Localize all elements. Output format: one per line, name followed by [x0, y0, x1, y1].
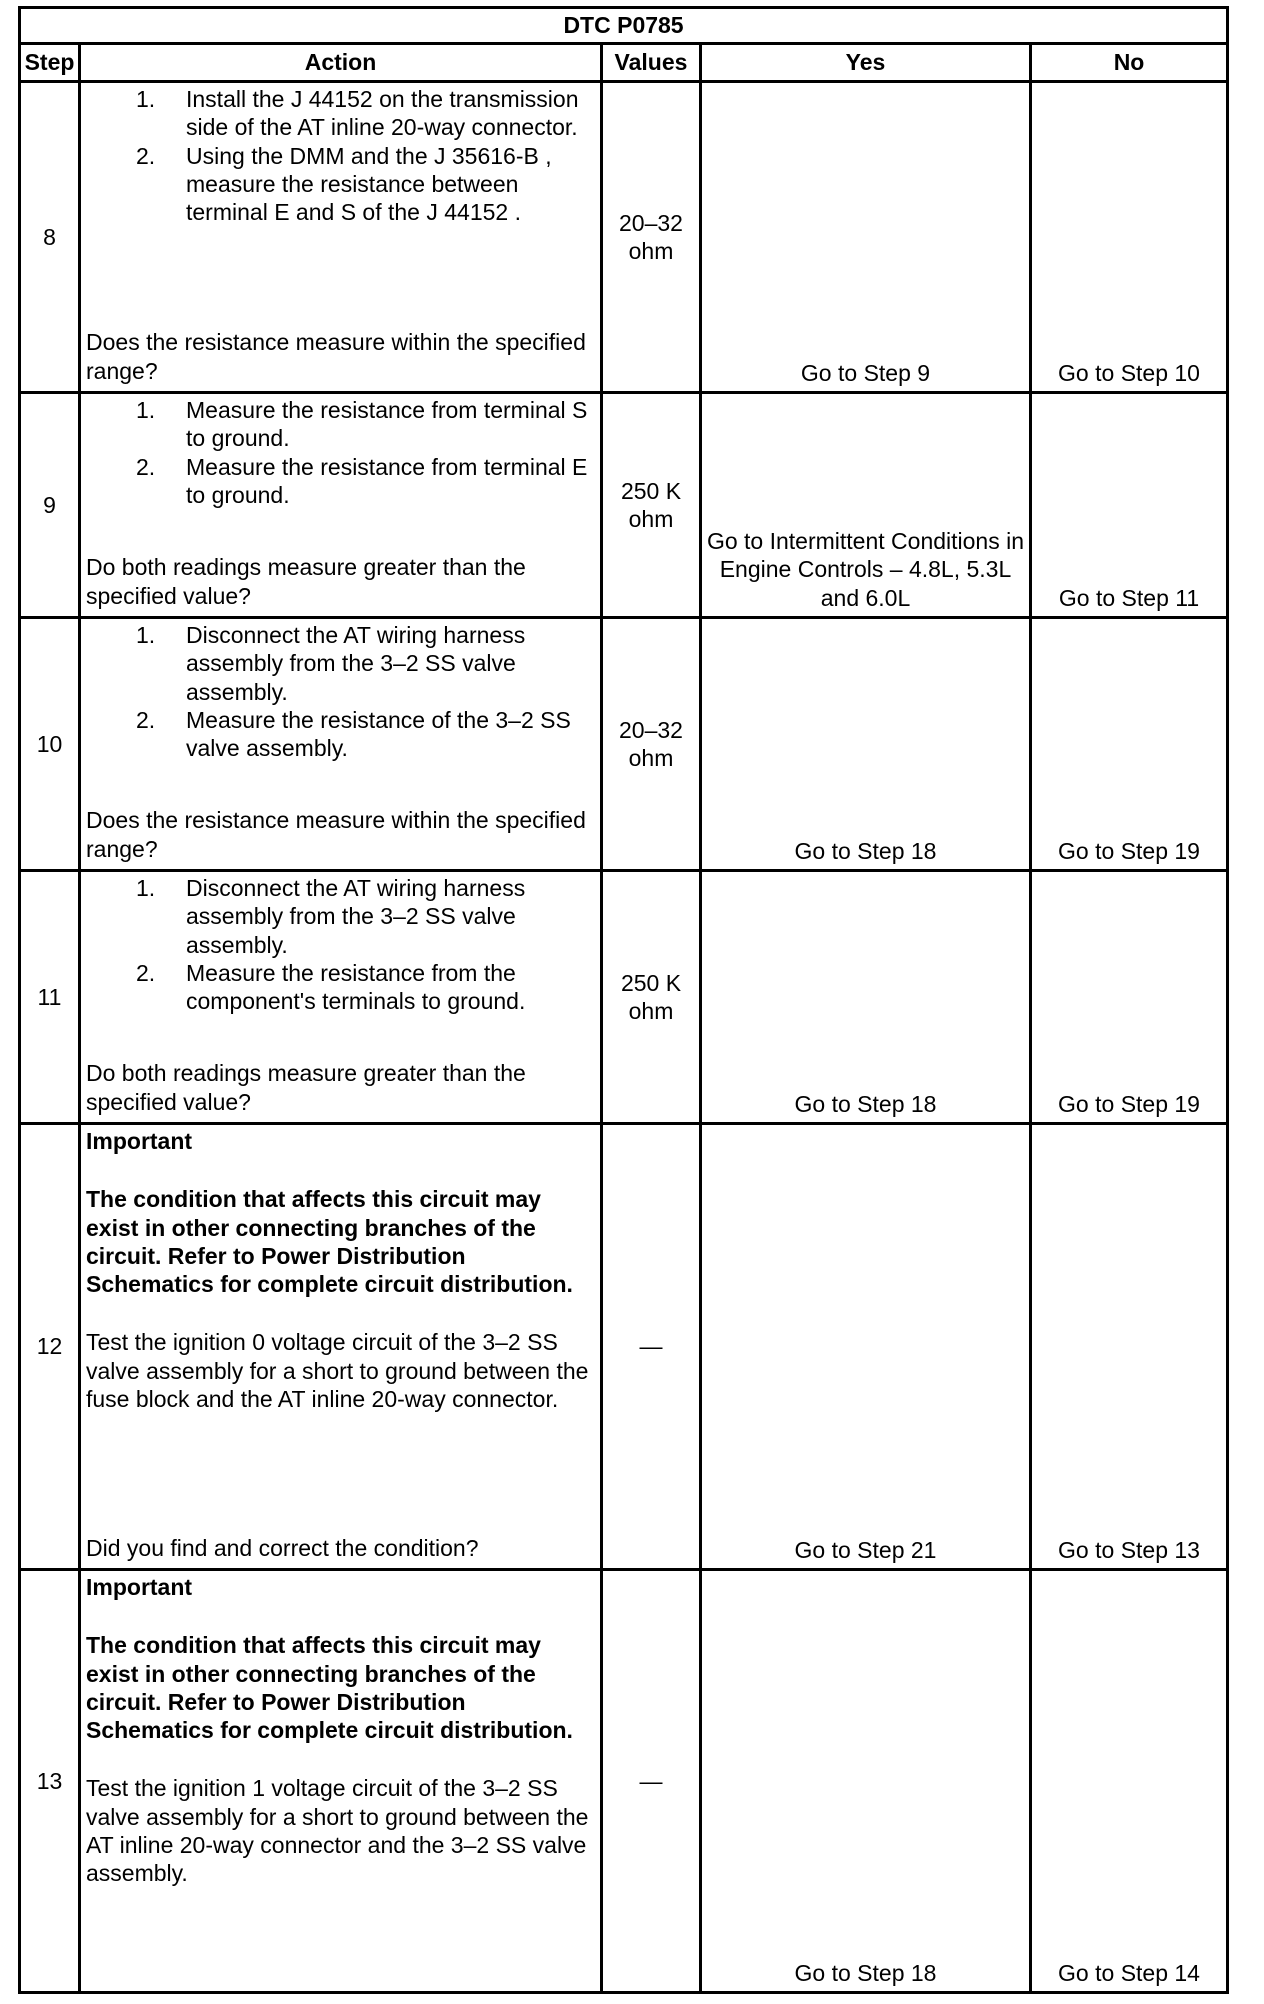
- action-cell: [80, 1570, 602, 1993]
- header-yes: Yes: [701, 44, 1031, 82]
- action-steps: [86, 85, 594, 226]
- no-cell: Go to Step 10: [1031, 82, 1228, 393]
- important-title: Important: [86, 1128, 193, 1154]
- step-number: 8: [20, 82, 80, 393]
- test-instruction: Test the ignition 1 voltage circuit of the 3–2 SS valve assembly for a short to ground between the AT inline 20-way connector and the 3–2 SS valve assembly.: [86, 1775, 589, 1887]
- table-row: [20, 393, 1228, 618]
- table-title: DTC P0785: [20, 8, 1228, 44]
- header-values: Values: [602, 44, 701, 82]
- action-cell: [80, 871, 602, 1124]
- table-row: [20, 871, 1228, 1124]
- yes-cell: Go to Intermittent Conditions in Engine Controls – 4.8L, 5.3L and 6.0L: [701, 393, 1031, 618]
- question-text: Do both readings measure greater than the specified value?: [86, 554, 526, 609]
- no-cell: Go to Step 11: [1031, 393, 1228, 618]
- important-title: Important: [86, 1574, 193, 1600]
- action-cell: [80, 393, 602, 618]
- header-no: No: [1031, 44, 1228, 82]
- list-item: 2. Measure the resistance from the component's terminals to ground.: [136, 959, 526, 1015]
- step-number: 12: [20, 1124, 80, 1570]
- yes-cell: Go to Step 9: [701, 82, 1031, 393]
- diagnostic-table: [18, 6, 1229, 1994]
- values-cell: —: [602, 1124, 701, 1570]
- table-row: [20, 1124, 1228, 1570]
- list-item: 2. Measure the resistance from terminal E to ground.: [136, 453, 588, 508]
- important-text: The condition that affects this circuit may exist in other connecting branches of the circuit. Refer to Power Distribution Schematics for complete circuit distribution.: [86, 1632, 573, 1744]
- list-item: 1. Disconnect the AT wiring harness assembly from the 3–2 SS valve assembly.: [136, 622, 526, 705]
- table-row: [20, 1570, 1228, 1993]
- table-row: [20, 82, 1228, 393]
- no-cell: Go to Step 19: [1031, 618, 1228, 871]
- list-item: 1. Disconnect the AT wiring harness assembly from the 3–2 SS valve assembly.: [136, 875, 526, 958]
- yes-cell: Go to Step 18: [701, 871, 1031, 1124]
- important-text: The condition that affects this circuit may exist in other connecting branches of the circuit. Refer to Power Distribution Schematics for complete circuit distribution.: [86, 1186, 573, 1298]
- list-item: 2. Using the DMM and the J 35616-B , measure the resistance between terminal E and S of the J 44152 .: [136, 142, 552, 226]
- action-steps: [86, 874, 594, 1015]
- step-number: 10: [20, 618, 80, 871]
- no-cell: Go to Step 14: [1031, 1570, 1228, 1993]
- action-steps: [86, 621, 594, 762]
- header-step: Step: [20, 44, 80, 82]
- question-text: Does the resistance measure within the specified range?: [86, 329, 586, 384]
- values-cell: —: [602, 1570, 701, 1993]
- list-item: 1. Measure the resistance from terminal S to ground.: [136, 397, 588, 452]
- yes-cell: Go to Step 18: [701, 618, 1031, 871]
- test-instruction: Test the ignition 0 voltage circuit of the 3–2 SS valve assembly for a short to ground between the fuse block and the AT inline 20-way connector.: [86, 1329, 589, 1412]
- action-steps: [86, 396, 594, 509]
- no-cell: Go to Step 13: [1031, 1124, 1228, 1570]
- values-cell: 20–32 ohm: [602, 618, 701, 871]
- question-text: Do both readings measure greater than the specified value?: [86, 1060, 526, 1115]
- question-text: Did you find and correct the condition?: [86, 1534, 479, 1561]
- list-item: 1. Install the J 44152 on the transmission side of the AT inline 20-way connector.: [136, 86, 579, 141]
- action-cell: [80, 82, 602, 393]
- step-number: 11: [20, 871, 80, 1124]
- header-action: Action: [80, 44, 602, 82]
- step-number: 9: [20, 393, 80, 618]
- yes-cell: Go to Step 18: [701, 1570, 1031, 1993]
- step-number: 13: [20, 1570, 80, 1993]
- action-cell: [80, 1124, 602, 1570]
- values-cell: 20–32 ohm: [602, 82, 701, 393]
- yes-cell: Go to Step 21: [701, 1124, 1031, 1570]
- table-row: [20, 618, 1228, 871]
- list-item: 2. Measure the resistance of the 3–2 SS valve assembly.: [136, 706, 571, 762]
- action-cell: [80, 618, 602, 871]
- question-text: Does the resistance measure within the specified range?: [86, 807, 586, 862]
- values-cell: 250 K ohm: [602, 871, 701, 1124]
- values-cell: 250 K ohm: [602, 393, 701, 618]
- no-cell: Go to Step 19: [1031, 871, 1228, 1124]
